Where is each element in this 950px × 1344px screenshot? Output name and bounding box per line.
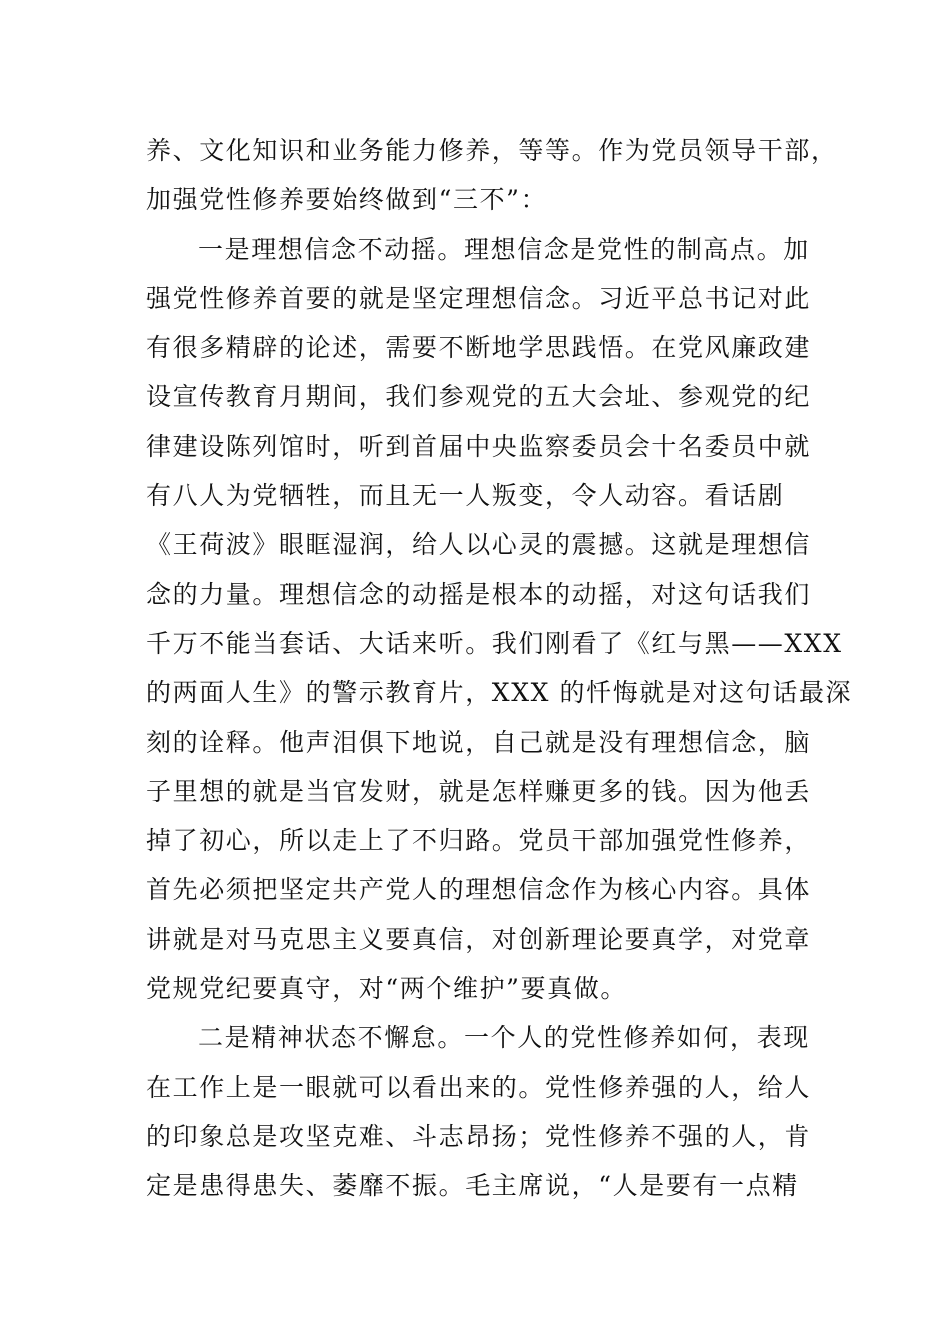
text-line: 刻的诠释。他声泪俱下地说，自己就是没有理想信念，脑 [146, 727, 812, 757]
text-line: 念的力量。理想信念的动摇是根本的动摇，对这句话我们 [146, 579, 812, 609]
text-line: 千万不能当套话、大话来听。我们刚看了《红与黑——XXX [146, 628, 843, 658]
text-line: 有很多精辟的论述，需要不断地学思践悟。在党风廉政建 [146, 333, 812, 363]
text-line: 定是患得患失、萎靡不振。毛主席说，“人是要有一点精 [146, 1171, 799, 1201]
text-line: 设宣传教育月期间，我们参观党的五大会址、参观党的纪 [146, 382, 812, 412]
paragraph-first-line: 一是理想信念不动摇。理想信念是党性的制高点。加 [198, 234, 810, 264]
text-line: 的两面人生》的警示教育片，XXX 的忏悔就是对这句话最深 [146, 678, 853, 708]
text-line: 有八人为党牺牲，而且无一人叛变，令人动容。看话剧 [146, 481, 785, 511]
text-line: 加强党性修养要始终做到“三不”： [146, 185, 548, 215]
text-line: 党规党纪要真守，对“两个维护”要真做。 [146, 974, 627, 1004]
text-line: 在工作上是一眼就可以看出来的。党性修养强的人，给人 [146, 1072, 812, 1102]
text-line: 子里想的就是当官发财，就是怎样赚更多的钱。因为他丢 [146, 776, 812, 806]
body-text [146, 126, 853, 1211]
text-line: 强党性修养首要的就是坚定理想信念。习近平总书记对此 [146, 283, 812, 313]
text-line: 《王荷波》眼眶湿润，给人以心灵的震撼。这就是理想信 [146, 530, 812, 560]
text-line: 律建设陈列馆时，听到首届中央监察委员会十名委员中就 [146, 431, 812, 461]
text-line: 掉了初心，所以走上了不归路。党员干部加强党性修养， [146, 826, 812, 856]
text-line: 的印象总是攻坚克难、斗志昂扬；党性修养不强的人，肯 [146, 1121, 812, 1151]
paragraph-first-line: 二是精神状态不懈怠。一个人的党性修养如何，表现 [198, 1023, 810, 1053]
text-line: 养、文化知识和业务能力修养，等等。作为党员领导干部， [146, 136, 838, 165]
text-line: 首先必须把坚定共产党人的理想信念作为核心内容。具体 [146, 875, 812, 905]
text-line: 讲就是对马克思主义要真信，对创新理论要真学，对党章 [146, 924, 812, 954]
